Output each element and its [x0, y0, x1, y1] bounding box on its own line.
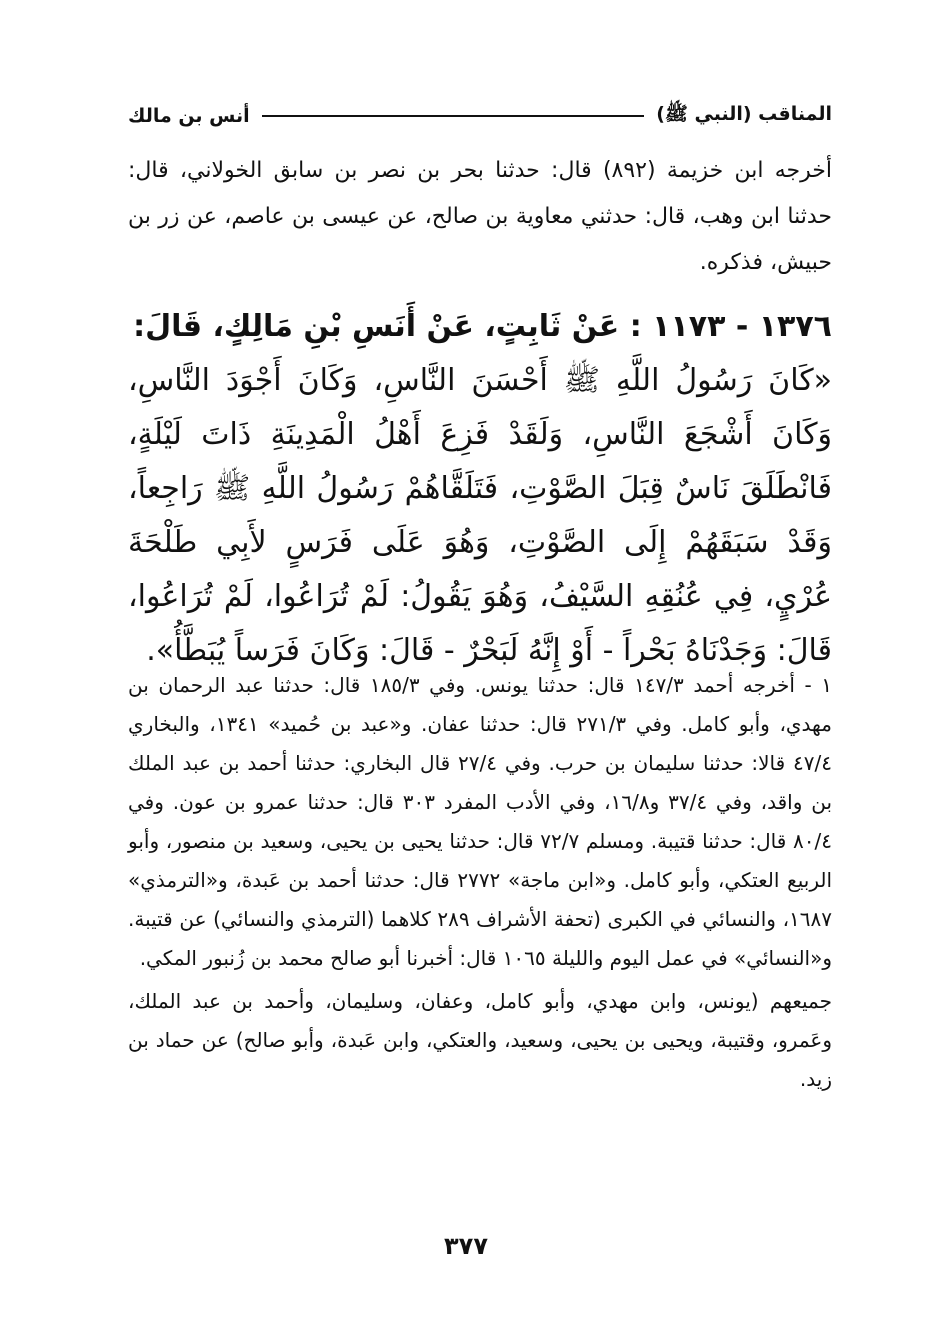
intro-paragraph: [128, 148, 832, 286]
footnote-paragraph-1: ١ - أخرجه أحمد ١٤٧/٣ قال: حدثنا يونس. وفي ١٨٥/٣ قال: حدثنا عبد الرحمان بن مهدي، وأبو كامل. وفي ٢٧١/٣ قال: حدثنا عفان. و«عبد بن حُميد» ١٣٤١، والبخاري ٤٧/٤ قالا: حدثنا سليمان بن حرب. وفي ٢٧/٤ قال البخاري: حدثنا أحمد بن عبد الملك بن واقد، وفي ٣٧/٤ و١٦/٨، وفي الأدب المفرد ٣٠٣ قال: حدثنا عمرو بن عون. وفي ٨٠/٤ قال: حدثنا قتيبة. ومسلم ٧٢/٧ قال: حدثنا يحيى بن يحيى، وسعيد بن منصور، وأبو الربيع العتكي، وأبو كامل. و«ابن ماجة» ٢٧٧٢ قال: حدثنا أحمد بن عَبدة، و«الترمذي» ١٦٨٧، والنسائي في الكبرى (تحفة الأشراف ٢٨٩ كلاهما (الترمذي والنسائي) عن قتيبة. و«النسائي» في عمل اليوم والليلة ١٠٦٥ قال: أخبرنا أبو صالح محمد بن زُنبور المكي.: [128, 673, 833, 970]
hadith-heading: ١٣٧٦ - ١١٧٣ : عَنْ ثَابِتٍ، عَنْ أَنَسِ بْنِ مَالِكٍ، قَالَ:: [133, 309, 832, 344]
hadith-block: [128, 300, 832, 678]
footnotes: [128, 666, 832, 1099]
hadith-text: «كَانَ رَسُولُ اللَّهِ ﷺ أَحْسَنَ النَّاسِ، وَكَانَ أَجْوَدَ النَّاسِ، وَكَانَ أَشْجَعَ النَّاسِ، وَلَقَدْ فَزِعَ أَهْلُ الْمَدِينَةِ ذَاتَ لَيْلَةٍ، فَانْطَلَقَ نَاسٌ قِبَلَ الصَّوْتِ، فَتَلَقَّاهُمْ رَسُولُ اللَّهِ ﷺ رَاجِعاً، وَقَدْ سَبَقَهُمْ إِلَى الصَّوْتِ، وَهُوَ عَلَى فَرَسٍ لأَبِي طَلْحَةَ عُرْيٍ، فِي عُنُقِهِ السَّيْفُ، وَهُوَ يَقُولُ: لَمْ تُرَاعُوا، لَمْ تُرَاعُوا، قَالَ: وَجَدْنَاهُ بَحْراً - أَوْ إِنَّهُ لَبَحْرٌ - قَالَ: وَكَانَ فَرَساً يُبَطَّأُ».: [128, 363, 832, 668]
header-chapter-title: المناقب (النبي ﷺ): [656, 103, 832, 125]
footnote-paragraph-2: جميعهم (يونس، وابن مهدي، وأبو كامل، وعفان، وسليمان، وأحمد بن عبد الملك، وعَمرو، وقتيبة، ويحيى بن يحيى، وسعيد، والعتكي، وابن عَبدة، وأبو صالح) عن حماد بن زيد.: [128, 989, 832, 1091]
header-rule: [262, 115, 645, 117]
header-section-title: أنس بن مالك: [128, 105, 250, 127]
intro-text: أخرجه ابن خزيمة (٨٩٢) قال: حدثنا بحر بن نصر بن سابق الخولاني، قال: حدثنا ابن وهب، قال: حدثني معاوية بن صالح، عن عيسى بن عاصم، عن زر بن حبيش، فذكره.: [128, 158, 832, 275]
running-header: [128, 96, 832, 136]
page-number: ٣٧٧: [444, 1232, 488, 1260]
